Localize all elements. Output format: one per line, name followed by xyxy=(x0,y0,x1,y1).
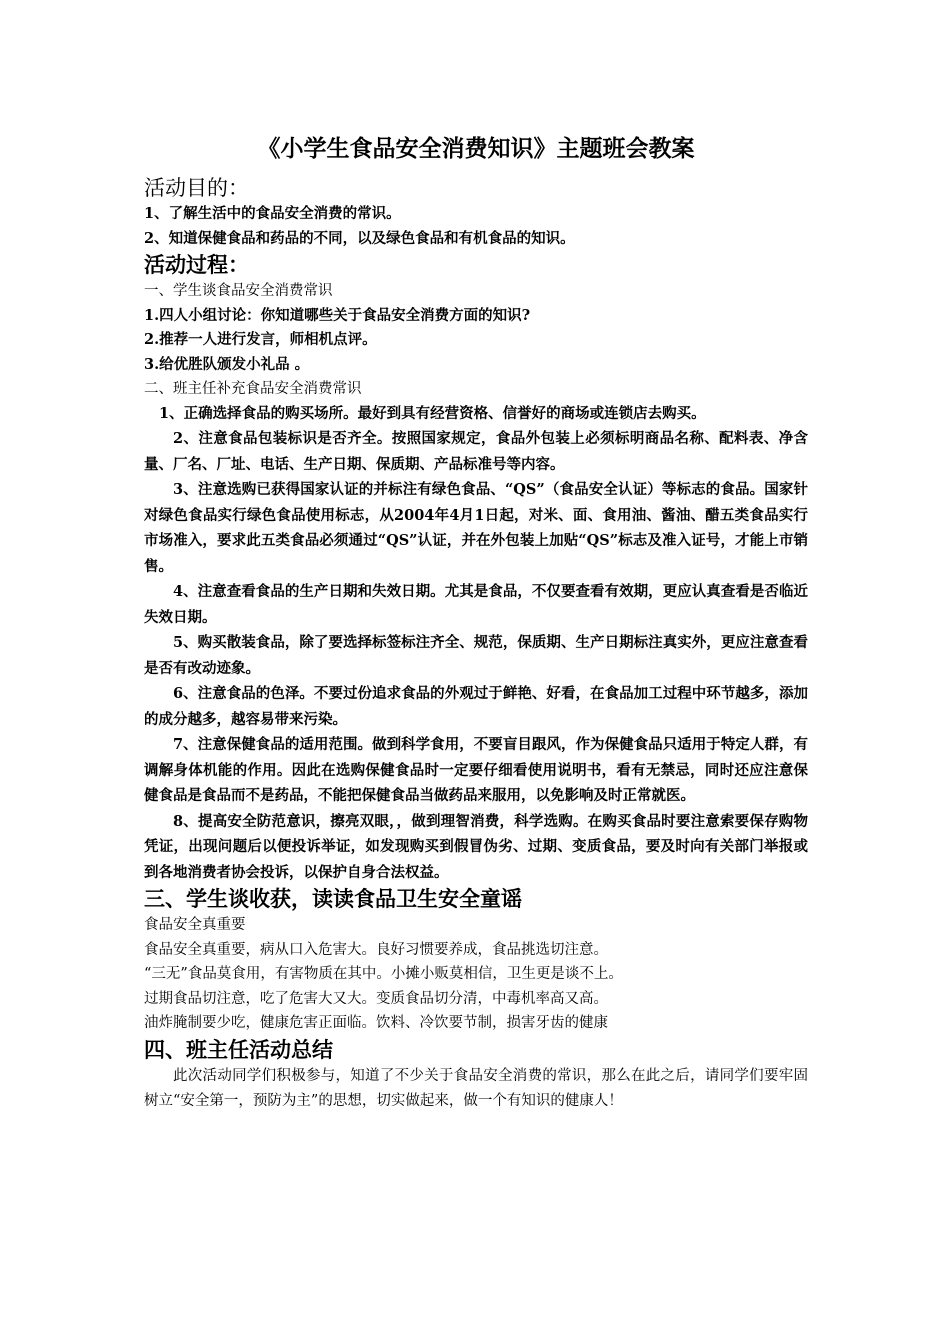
part1-item: 1.四人小组讨论：你知道哪些关于食品安全消费方面的知识? xyxy=(144,306,531,324)
part1-title: 一、学生谈食品安全消费常识 xyxy=(144,283,333,299)
part2-paragraph: 4、注意查看食品的生产日期和失效日期。尤其是食品，不仅要查看有效期，更应认真查看是否临近失效日期。 xyxy=(144,583,808,626)
part2-paragraph: 8、提高安全防范意识，擦亮双眼，，做到理智消费，科学选购。在购买食品时要注意索要保存购物凭证，出现问题后以便投诉举证，如发现购买到假冒伪劣、过期、变质食品，要及时向有关部门举报或到各地消费者协会投诉，以保护自身合法权益。 xyxy=(144,812,808,881)
part2-item: 1、正确选择食品的购买场所。最好到具有经营资格、信誉好的商场或连锁店去购买。 xyxy=(159,404,706,422)
part2-paragraph: 3、注意选购已获得国家认证的并标注有绿色食品、“QS”（食品安全认证）等标志的食品。国家针对绿色食品实行绿色食品使用标志，从2004年4月1日起，对米、面、食用油、酱油、醋五类食品实行市场准入，要求此五类食品必须通过“QS”认证，并在外包装上加贴“QS”标志及准入证号，才能上市销售。 xyxy=(144,481,808,575)
part2-title: 二、班主任补充食品安全消费常识 xyxy=(144,381,362,397)
document-title: 《小学生食品安全消费知识》主题班会教案 xyxy=(257,135,695,162)
rhyme-title: 食品安全真重要 xyxy=(144,917,246,933)
part2-paragraph: 2、注意食品包装标识是否齐全。按照国家规定，食品外包装上必须标明商品名称、配料表、净含量、厂名、厂址、电话、生产日期、保质期、产品标准号等内容。 xyxy=(144,430,808,473)
rhyme-line: 过期食品切注意，吃了危害大又大。变质食品切分清，中毒机率高又高。 xyxy=(144,990,608,1007)
summary-paragraph: 此次活动同学们积极参与，知道了不少关于食品安全消费的常识，那么在此之后，请同学们要牢固树立“安全第一，预防为主”的思想，切实做起来，做一个有知识的健康人！ xyxy=(144,1067,808,1109)
part1-item: 3.给优胜队颁发小礼品 。 xyxy=(144,355,310,373)
part2-paragraph: 6、注意食品的色泽。不要过份追求食品的外观过于鲜艳、好看，在食品加工过程中环节越多，添加的成分越多，越容易带来污染。 xyxy=(144,685,808,728)
rhyme-line: “三无”食品莫食用，有害物质在其中。小摊小贩莫相信，卫生更是谈不上。 xyxy=(144,966,623,982)
rhyme-line: 油炸腌制要少吃，健康危害正面临。饮料、冷饮要节制，损害牙齿的健康 xyxy=(144,1015,608,1031)
part2-paragraph: 7、注意保健食品的适用范围。做到科学食用，不要盲目跟风，作为保健食品只适用于特定人群，有调解身体机能的作用。因此在选购保健食品时一定要仔细看使用说明书，看有无禁忌，同时还应注意保健食品是食品而不是药品，不能把保健食品当做药品来服用，以免影响及时正常就医。 xyxy=(144,736,808,804)
document-page xyxy=(144,132,808,1115)
part1-item: 2.推荐一人进行发言，师相机点评。 xyxy=(144,331,377,348)
part2-paragraph: 5、购买散装食品，除了要选择标签标注齐全、规范，保质期、生产日期标注真实外，更应注意查看是否有改动迹象。 xyxy=(144,634,808,677)
part4-heading: 四、班主任活动总结 xyxy=(144,1036,333,1062)
part3-heading: 三、学生谈收获，读读食品卫生安全童谣 xyxy=(144,886,522,911)
purpose-heading: 活动目的： xyxy=(144,176,249,200)
rhyme-line: 食品安全真重要，病从口入危害大。良好习惯要养成，食品挑选切注意。 xyxy=(144,941,608,958)
purpose-item: 1、了解生活中的食品安全消费的常识。 xyxy=(144,205,401,222)
purpose-item: 2、知道保健食品和药品的不同，以及绿色食品和有机食品的知识。 xyxy=(144,229,575,247)
process-heading: 活动过程： xyxy=(144,252,249,277)
